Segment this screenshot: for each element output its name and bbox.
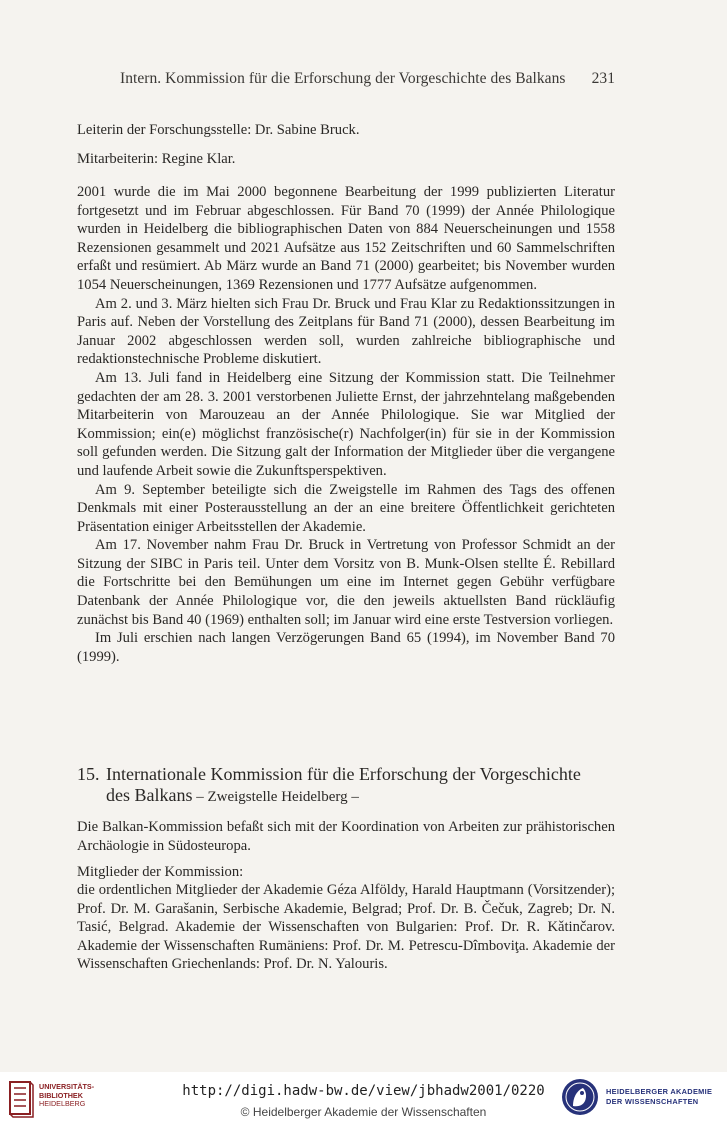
academy-line: HEIDELBERGER AKADEMIE xyxy=(606,1087,713,1096)
academy-name xyxy=(606,1087,712,1107)
paragraph: Im Juli erschien nach langen Verzögerungen Band 65 (1994), im November Band 70 (1999). xyxy=(77,630,615,665)
library-line: UNIVERSITÄTS- xyxy=(39,1082,95,1091)
paragraph: Am 17. November nahm Frau Dr. Bruck in Vertretung von Professor Schmidt an der Sitzung der SIBC in Paris teil. Unter dem Vorsitz von B. Munk-Olsen stellte É. Rebillard die Fortschritte bei den Bemühungen um eine im Internet gegen Gebühr verfügbare Datenbank der Année Philologique vor, die den jeweils aktuellsten Band rückläufig zunächst bis Band 40 (1969) enthalten soll; im Januar wird eine erste Testversion vorliegen. xyxy=(77,537,615,628)
members-list: die ordentlichen Mitglieder der Akademie Géza Alföldy, Harald Hauptmann (Vorsitzender); Prof. Dr. M. Garašanin, Serbische Akademie, Belgrad; Prof. Dr. B. Čečuk, Zagreb; Dr. N. Tasić, Belgrad. Akademie der Wissenschaften von Bulgarien: Prof. Dr. R. Kǎtinčarov. Akademie der Wissenschaften Rumäniens: Prof. Dr. M. Petrescu-Dîmboviţa. Akademie der Wissenschaften Griechenlands: Prof. Dr. N. Yalouris. xyxy=(77,882,615,973)
page-number: 231 xyxy=(591,70,615,87)
section-title-line1: Internationale Kommission für die Erforschung der Vorgeschichte xyxy=(106,764,581,784)
staff-member-line: Mitarbeiterin: Regine Klar. xyxy=(77,151,236,167)
permalink-url[interactable]: http://digi.hadw-bw.de/view/jbhadw2001/0220 xyxy=(182,1083,545,1099)
academy-seal-icon xyxy=(560,1076,600,1118)
section-intro: Die Balkan-Kommission befaßt sich mit der Koordination von Arbeiten zur prähistorischen Archäologie in Südosteuropa. xyxy=(77,819,615,854)
academy-line: DER WISSENSCHAFTEN xyxy=(606,1097,699,1106)
staff-lead-line: Leiterin der Forschungsstelle: Dr. Sabine Bruck. xyxy=(77,122,360,138)
digitization-footer xyxy=(0,1072,727,1125)
section-subtitle: – Zweigstelle Heidelberg – xyxy=(192,789,359,805)
report-body xyxy=(77,183,615,666)
running-title: Intern. Kommission für die Erforschung der Vorgeschichte des Balkans xyxy=(120,70,566,87)
running-header xyxy=(120,70,615,88)
library-line: HEIDELBERG xyxy=(39,1099,86,1109)
section-title-text: des Balkans xyxy=(106,785,193,805)
library-line: BIBLIOTHEK xyxy=(39,1090,83,1100)
section-heading xyxy=(77,764,617,808)
section-number: 15. xyxy=(77,764,100,784)
copyright-notice: © Heidelberger Akademie der Wissenschaften xyxy=(240,1105,487,1119)
members-label: Mitglieder der Kommission: xyxy=(77,864,244,880)
paragraph: Am 2. und 3. März hielten sich Frau Dr. Bruck und Frau Klar zu Redaktionssitzungen in Paris auf. Neben der Vorstellung des Zeitplans für Band 71 (2000), dessen Bearbeitung im Januar 2002 abgeschlossen werden soll, wurden zahlreiche bibliographische und redaktionstechnische Probleme diskutiert. xyxy=(77,295,615,368)
paragraph: Am 13. Juli fand in Heidelberg eine Sitzung der Kommission statt. Die Teilnehmer gedachten der am 28. 3. 2001 verstorbenen Juliette Ernst, der jahrzehntelang maßgebenden Mitarbeiterin von Marouzeau an der Année Philologique. Sie war Mitglied der Kommission; ein(e) möglichst französische(r) Nachfolger(in) für sie in der Kommission soll gefunden werden. Die Sitzung galt der Information der Mitglieder über die vergangene und laufende Arbeit sowie die Zukunftsperspektiven. xyxy=(77,369,615,479)
paragraph: Am 9. September beteiligte sich die Zweigstelle im Rahmen des Tags des offenen Denkmals mit einer Posterausstellung an der an eine breitere Öffentlichkeit gerichteten Präsentation einiger Arbeitsstellen der Akademie. xyxy=(77,481,615,535)
section-title-line2 xyxy=(106,785,617,808)
paragraph: 2001 wurde die im Mai 2000 begonnene Bearbeitung der 1999 publizierten Literatur fortgesetzt und im Februar abgeschlossen. Für Band 70 (1999) der Année Philologique wurden in Heidelberg die bibliographischen Daten von 884 Neuerscheinungen und 1558 Rezensionen gesammelt und 2021 Aufsätze aus 152 Zeitschriften und 60 Sammelschriften erfaßt und resümiert. Ab März wurde an Band 71 (2000) gearbeitet; bis November wurden 1054 Neuerscheinungen, 1369 Rezensionen und 1777 Aufsätze aufgenommen. xyxy=(77,184,615,293)
